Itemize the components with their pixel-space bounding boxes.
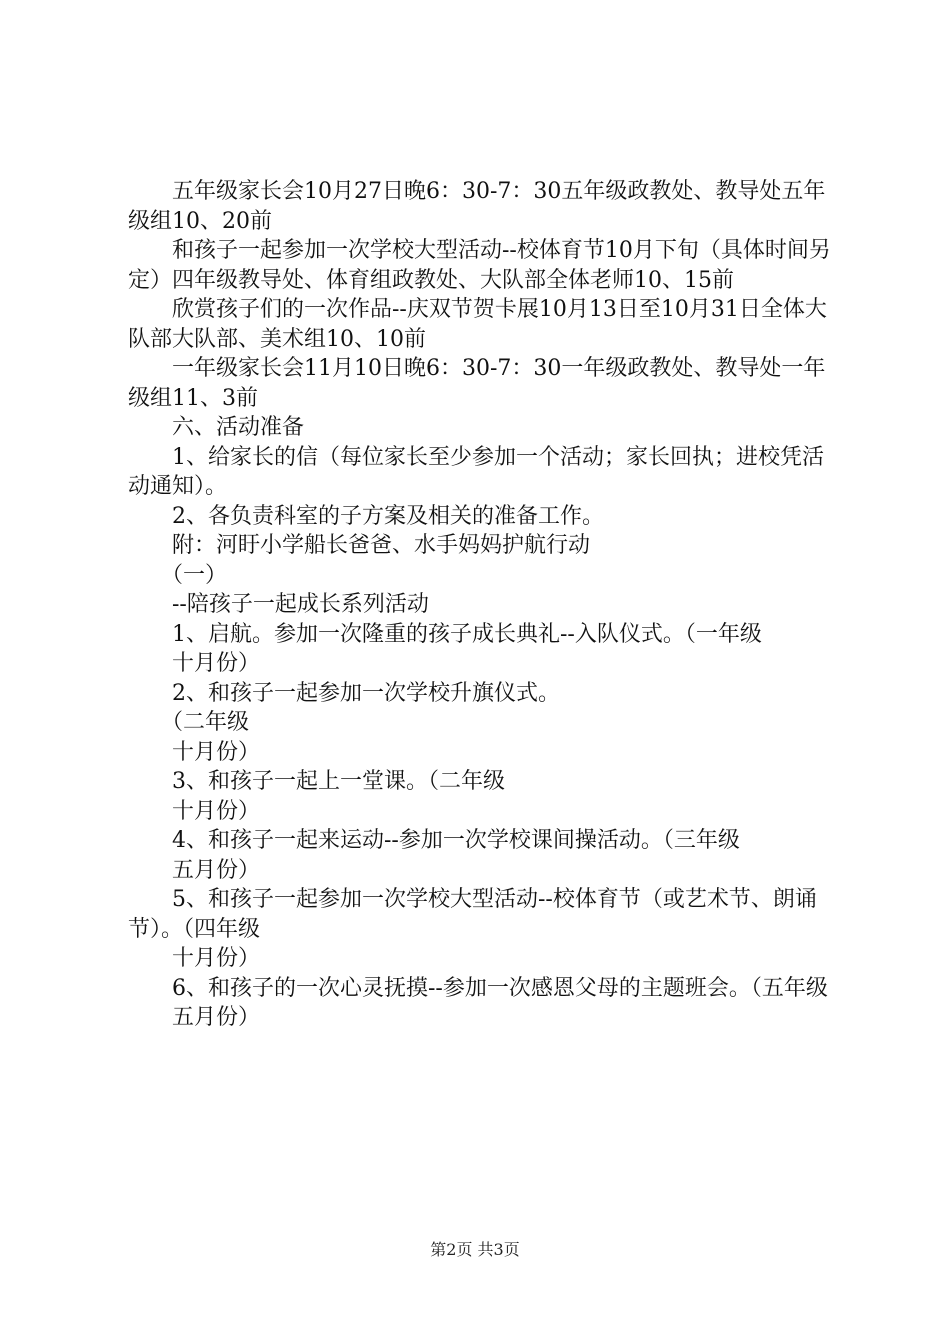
paragraph: 1、给家长的信（每位家长至少参加一个活动；家长回执；进校凭活动通知）。 [128,444,824,499]
paragraph: 2、各负责科室的子方案及相关的准备工作。 [128,503,604,529]
paragraph: 十月份） [128,739,261,765]
paragraph: 五月份） [128,1005,261,1030]
list-item: 4、和孩子一起来运动--参加一次学校课间操活动。（三年级 [128,828,740,853]
list-item: 5、和孩子一起参加一次学校大型活动--校体育节（或艺术节、朗诵节）。（四年级 [128,887,817,942]
list-item: 1、启航。参加一次隆重的孩子成长典礼--入队仪式。（一年级 [128,621,762,647]
page-footer [0,1240,950,1260]
paragraph: 和孩子一起参加一次学校大型活动--校体育节10月下旬（具体时间另定）四年级教导处、体育组政教处、大队部全体老师10、15前 [128,238,831,293]
page-number: 第2页 共3页 [430,1240,520,1259]
paragraph: 十月份） [128,651,261,676]
paragraph: --陪孩子一起成长系列活动 [128,592,429,617]
paragraph: 五月份） [128,857,261,883]
paragraph: 一年级家长会11月10日晚6：30-7：30一年级政教处、教导处一年级组11、3前 [128,356,826,411]
paragraph: 欣赏孩子们的一次作品--庆双节贺卡展10月13日至10月31日全体大队部大队部、美术组10、10前 [128,297,827,352]
appendix-title: 附：河盱小学船长爸爸、水手妈妈护航行动 [128,533,591,558]
paragraph: （一） [128,562,228,588]
document-body [128,177,833,1033]
paragraph: 十月份） [128,946,261,971]
list-item: 3、和孩子一起上一堂课。（二年级 [128,769,505,794]
paragraph: 十月份） [128,798,261,824]
list-item: 2、和孩子一起参加一次学校升旗仪式。 [128,680,560,706]
section-heading: 六、活动准备 [128,415,305,440]
paragraph: （二年级 [128,710,250,735]
list-item: 6、和孩子的一次心灵抚摸--参加一次感恩父母的主题班会。（五年级 [128,975,828,1001]
paragraph: 五年级家长会10月27日晚6：30-7：30五年级政教处、教导处五年级组10、20前 [128,179,826,234]
